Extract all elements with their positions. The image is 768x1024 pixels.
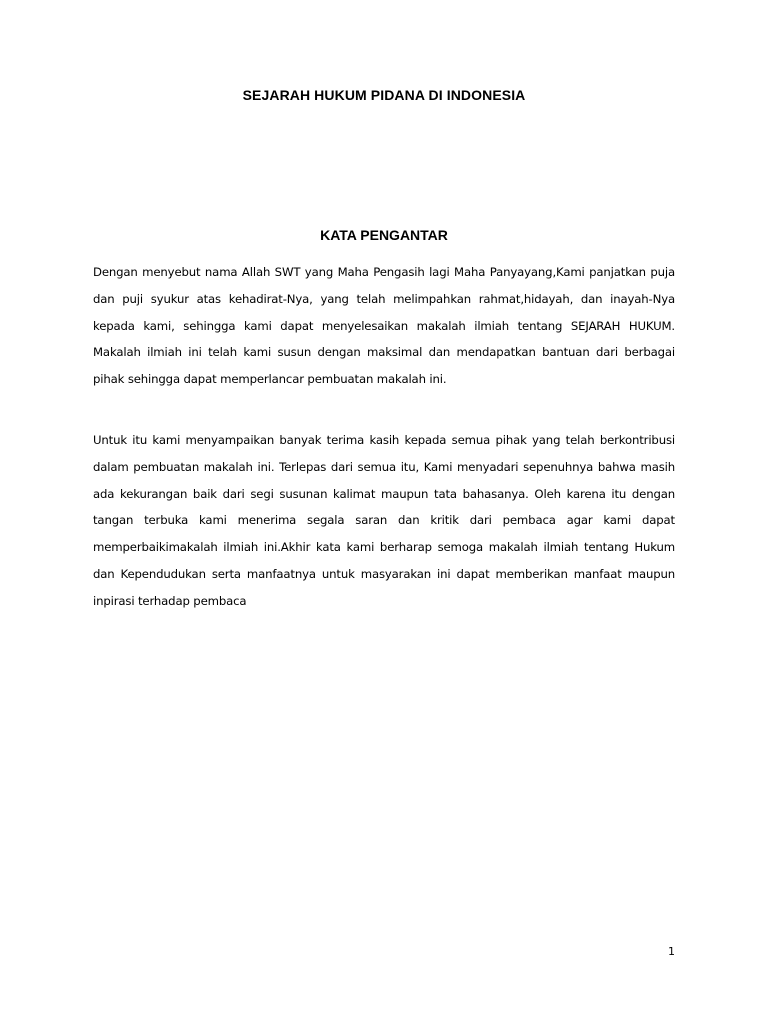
- paragraph-2: [93, 427, 675, 615]
- document-title: SEJARAH HUKUM PIDANA DI INDONESIA: [242, 87, 526, 103]
- section-heading: KATA PENGANTAR: [320, 227, 448, 243]
- page-number: 1: [668, 945, 675, 958]
- paragraph-1: [93, 259, 675, 393]
- paragraph-text: Dengan menyebut nama Allah SWT yang Maha Pengasih lagi Maha Panyayang,Kami panjatkan puja dan puji syukur atas kehadirat-Nya, yang telah melimpahkan rahmat,hidayah, dan inayah-Nya kepada kami, sehingga kami dapat menyelesaikan makalah ilmiah tentang SEJARAH HUKUM. Makalah ilmiah ini telah kami susun dengan maksimal dan mendapatkan bantuan dari berbagai pihak sehingga dapat memperlancar pembuatan makalah ini.: [93, 265, 675, 387]
- paragraph-text: Untuk itu kami menyampaikan banyak terima kasih kepada semua pihak yang telah berkontribusi dalam pembuatan makalah ini. Terlepas dari semua itu, Kami menyadari sepenuhnya bahwa masih ada kekurangan baik dari segi susunan kalimat maupun tata bahasanya. Oleh karena itu dengan tangan terbuka kami menerima segala saran dan kritik dari pembaca agar kami dapat memperbaikimakalah ilmiah ini.Akhir kata kami berharap semoga makalah ilmiah tentang Hukum dan Kependudukan serta manfaatnya untuk masyarakan ini dapat memberikan manfaat maupun inpirasi terhadap pembaca: [93, 433, 675, 608]
